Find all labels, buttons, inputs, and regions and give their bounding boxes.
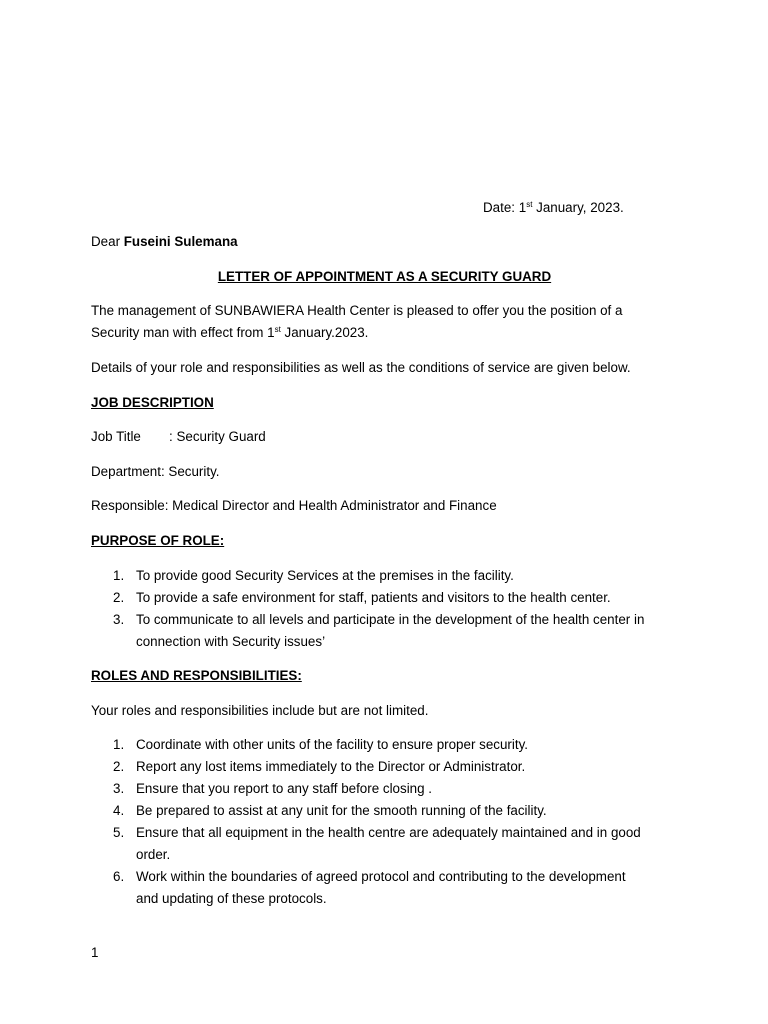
page-number: 1: [91, 945, 99, 960]
recipient-name: Fuseini Sulemana: [123, 234, 238, 249]
job-title-row: Job Title : Security Guard: [91, 429, 266, 444]
roles-heading: ROLES AND RESPONSIBILITIES:: [91, 668, 302, 683]
responsible-row: Responsible: Medical Director and Health Administrator and Finance: [91, 498, 497, 513]
department-row: Department: Security.: [91, 464, 220, 479]
list-item: 6. Work within the boundaries of agreed protocol and contributing to the development and updating of these protocols.: [113, 869, 626, 906]
list-item: 2. Report any lost items immediately to the Director or Administrator.: [113, 759, 526, 774]
purpose-heading: PURPOSE OF ROLE:: [91, 533, 225, 548]
list-item: 4. Be prepared to assist at any unit for the smooth running of the facility.: [113, 803, 547, 818]
list-item: 3. Ensure that you report to any staff before closing .: [113, 781, 433, 796]
list-item: 5. Ensure that all equipment in the health centre are adequately maintained and in good order.: [113, 825, 641, 862]
list-item: 3. To communicate to all levels and participate in the development of the health center in connection with Security issues’: [113, 612, 645, 649]
list-item: 1. Coordinate with other units of the facility to ensure proper security.: [113, 737, 528, 752]
roles-intro: Your roles and responsibilities include but are not limited.: [91, 703, 429, 718]
list-item: 2. To provide a safe environment for staff, patients and visitors to the health center.: [113, 590, 611, 605]
list-item: 1. To provide good Security Services at the premises in the facility.: [113, 568, 514, 583]
letter-date: Date: 1st January, 2023.: [483, 200, 624, 215]
purpose-list: [91, 565, 691, 653]
details-paragraph: Details of your role and responsibilities as well as the conditions of service are given below.: [91, 360, 631, 375]
job-description-heading: JOB DESCRIPTION: [91, 395, 214, 410]
letter-title: LETTER OF APPOINTMENT AS A SECURITY GUARD: [217, 269, 552, 284]
salutation: Dear Fuseini Sulemana: [91, 234, 238, 249]
intro-paragraph: The management of SUNBAWIERA Health Center is pleased to offer you the position of a Security man with effect from 1st January.2023.: [91, 303, 623, 340]
roles-list: [91, 734, 691, 910]
